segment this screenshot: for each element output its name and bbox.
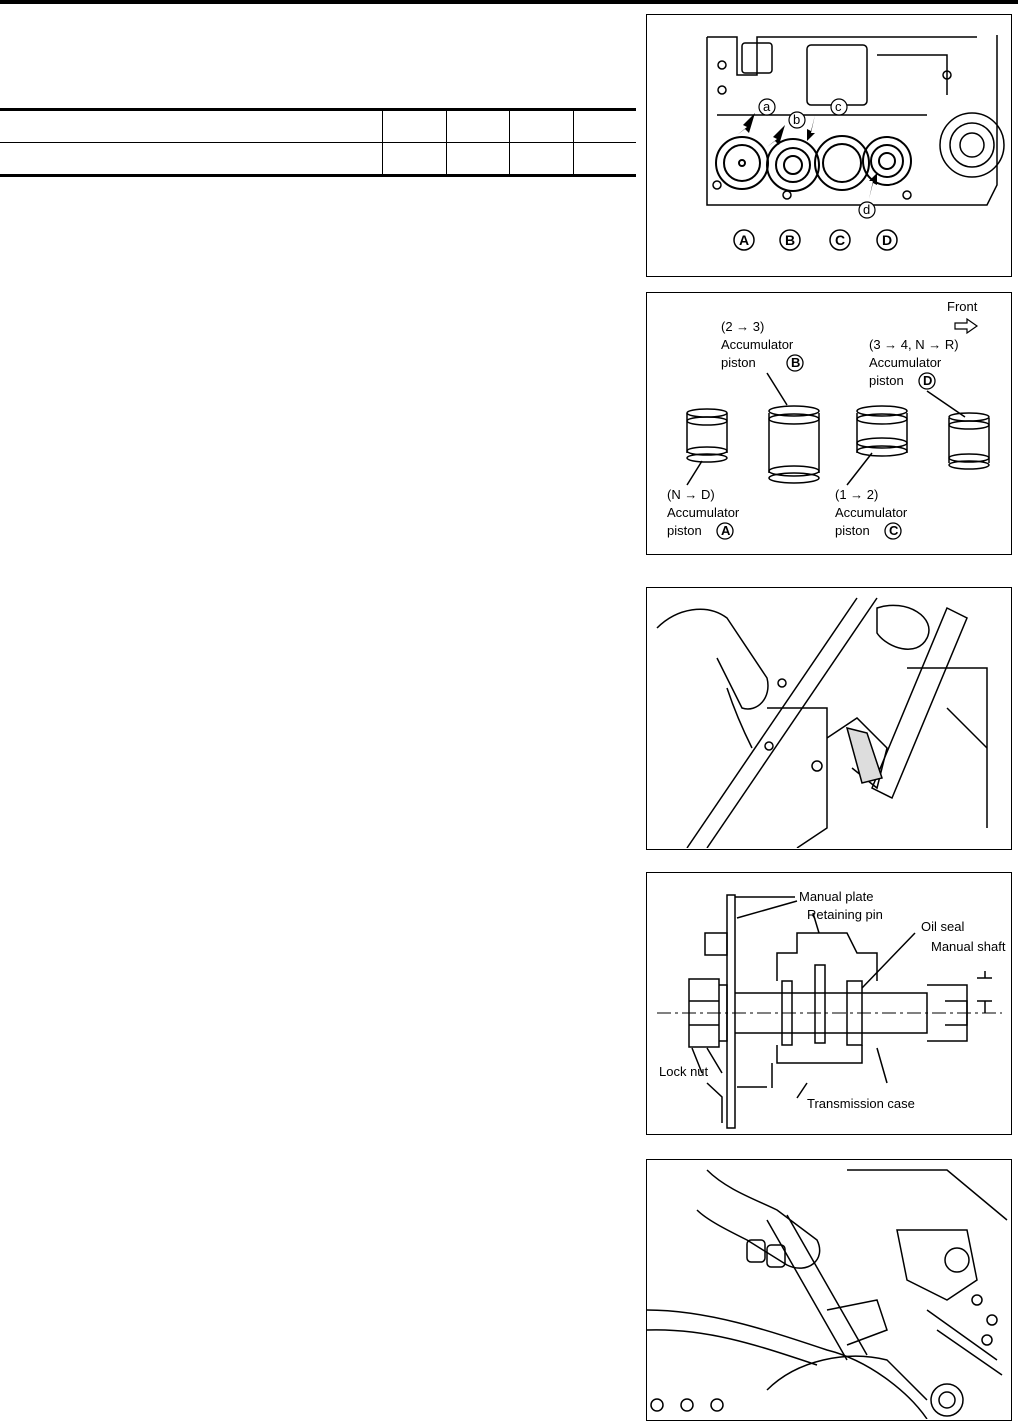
spec-table xyxy=(0,108,636,177)
piston-b-line1: (2 → 3) xyxy=(721,319,765,334)
table-header-cell xyxy=(446,111,510,142)
piston-c-line3: piston xyxy=(835,523,870,538)
retaining-pin-label: Retaining pin xyxy=(807,907,883,922)
figure-manual-shaft xyxy=(646,872,1012,1135)
figure-accumulator-bores xyxy=(646,14,1012,277)
wrench-illustration xyxy=(647,588,1010,848)
piston-c-line2: Accumulator xyxy=(835,505,908,520)
piston-d-marker: D xyxy=(882,232,893,248)
oil-seal-label: Oil seal xyxy=(921,919,965,934)
table-cell xyxy=(0,143,382,174)
piston-drawings xyxy=(687,373,989,485)
callout-c-label: c xyxy=(835,99,842,114)
piston-a-line2: Accumulator xyxy=(667,505,740,520)
table-header-row xyxy=(0,111,636,142)
manual-shaft-illustration xyxy=(647,873,1010,1133)
callout-d-label: d xyxy=(863,202,871,217)
table-cell xyxy=(509,143,573,174)
accumulator-pistons-illustration xyxy=(647,293,1010,553)
header-rule xyxy=(0,0,1018,4)
front-label: Front xyxy=(947,299,978,314)
piston-c-letter: C xyxy=(889,523,899,538)
piston-d-line1: (3 → 4, N → R) xyxy=(869,337,959,352)
accumulator-bores-illustration xyxy=(647,15,1010,275)
piston-b-marker: B xyxy=(785,232,796,248)
figure-wrench-lock-nut xyxy=(646,587,1012,850)
piston-c-line1: (1 → 2) xyxy=(835,487,879,502)
piston-d-line2: Accumulator xyxy=(869,355,942,370)
piston-a-letter: A xyxy=(721,523,731,538)
manual-shaft-label: Manual shaft xyxy=(931,939,1006,954)
front-arrow-icon xyxy=(955,319,977,333)
table-cell xyxy=(446,143,510,174)
transmission-case-label: Transmission case xyxy=(807,1096,915,1111)
table-row xyxy=(0,143,636,174)
piston-b-line3: piston xyxy=(721,355,756,370)
callout-b-label: b xyxy=(793,112,801,127)
table-cell xyxy=(382,143,446,174)
piston-d-line3: piston xyxy=(869,373,904,388)
figure-accumulator-pistons xyxy=(646,292,1012,555)
piston-c-marker: C xyxy=(835,232,846,248)
figure-manual-plate-tool xyxy=(646,1159,1012,1421)
piston-a-line3: piston xyxy=(667,523,702,538)
table-cell xyxy=(573,143,637,174)
table-header-cell xyxy=(509,111,573,142)
manual-plate-tool-illustration xyxy=(647,1160,1010,1419)
piston-bores xyxy=(716,136,911,191)
table-header-cell xyxy=(0,111,382,142)
piston-a-line1: (N → D) xyxy=(667,487,715,502)
table-bottom-rule xyxy=(0,174,636,177)
piston-b-line2: Accumulator xyxy=(721,337,794,352)
manual-plate-label: Manual plate xyxy=(799,889,874,904)
piston-d-letter: D xyxy=(923,373,933,388)
piston-b-letter: B xyxy=(791,355,801,370)
callout-a-label: a xyxy=(763,99,771,114)
table-header-cell xyxy=(573,111,637,142)
piston-a-marker: A xyxy=(739,232,750,248)
table-header-cell xyxy=(382,111,446,142)
lock-nut-label: Lock nut xyxy=(659,1064,709,1079)
